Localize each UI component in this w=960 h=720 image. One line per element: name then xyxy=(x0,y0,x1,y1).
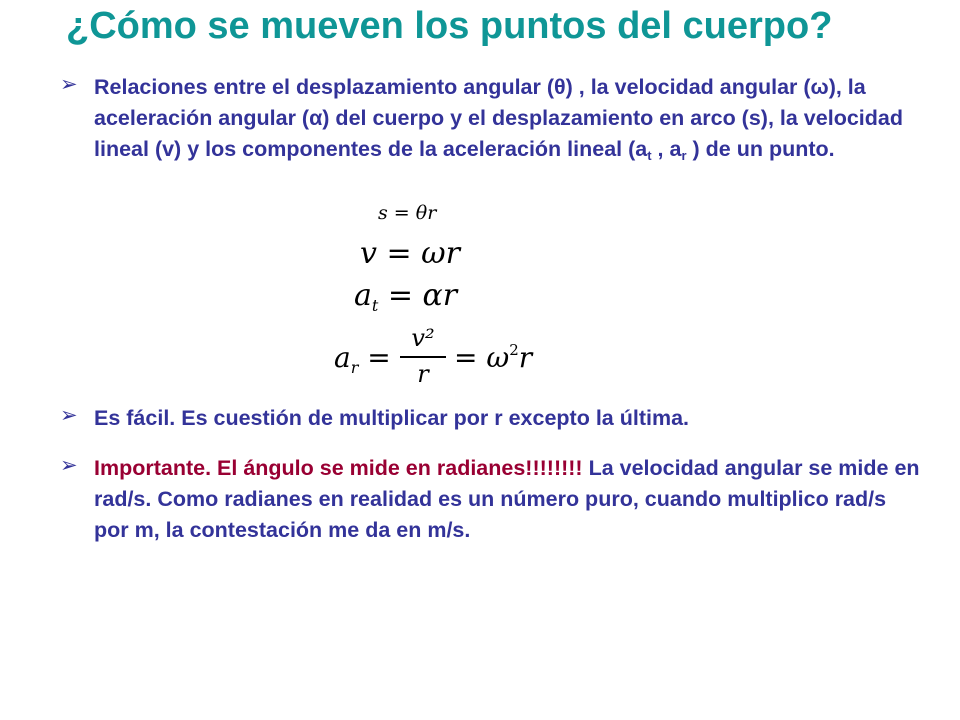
bullet-important-text: La velocidad angular se mide en rad/s. Como radianes en realidad es un número puro, cuando multiplico rad/s por m, la contestación me da en m/s. xyxy=(94,456,920,542)
formula-radial-sub: r xyxy=(350,358,359,377)
fraction-denominator: r xyxy=(417,360,429,388)
formula-radial-sup: 2 xyxy=(509,341,519,359)
formula-block xyxy=(330,200,533,395)
slide-title: ¿Cómo se mueven los puntos del cuerpo? xyxy=(66,5,833,47)
bullet-relations-text-3: ) de un punto. xyxy=(686,137,835,161)
formula-radial-rhs xyxy=(454,341,532,374)
formula-radial-r: r xyxy=(518,341,533,374)
formula-tangential xyxy=(354,278,457,315)
bullet-important-highlight: Importante. El ángulo se mide en radianes!!!!!!!! xyxy=(94,456,583,480)
formula-radial-a: a xyxy=(334,341,351,374)
formula-radial-lhs xyxy=(334,341,391,377)
formula-tangential-lhs: a xyxy=(354,278,372,313)
fraction-bar xyxy=(400,356,446,358)
formula-radial-fraction xyxy=(398,324,448,388)
formula-tangential-rhs: = αr xyxy=(378,278,458,313)
bullet-relations-text: Relaciones entre el desplazamiento angular (θ) , la velocidad angular (ω), la aceleración angular (α) del cuerpo y el desplazamiento en arco (s), la velocidad lineal (v) y los componentes de la aceleración lineal (a xyxy=(94,75,903,161)
subscript-r: r xyxy=(681,148,687,163)
bullet-arrow-icon: ➢ xyxy=(60,73,78,96)
formula-radial-omega: = ω xyxy=(454,341,510,374)
fraction-numerator: v² xyxy=(411,324,435,352)
formula-velocity: v = ωr xyxy=(360,236,460,271)
bullet-easy: Es fácil. Es cuestión de multiplicar por r excepto la última. xyxy=(94,406,690,430)
bullet-relations xyxy=(94,72,920,165)
bullet-relations-text-2: , a xyxy=(651,137,682,161)
bullet-important xyxy=(94,453,920,546)
formula-tangential-sub: t xyxy=(371,296,379,315)
subscript-t: t xyxy=(647,148,652,163)
bullet-arrow-icon: ➢ xyxy=(60,404,78,427)
formula-arc: s = θr xyxy=(378,202,437,224)
bullet-arrow-icon: ➢ xyxy=(60,454,78,477)
formula-radial-eq: = xyxy=(358,341,391,374)
